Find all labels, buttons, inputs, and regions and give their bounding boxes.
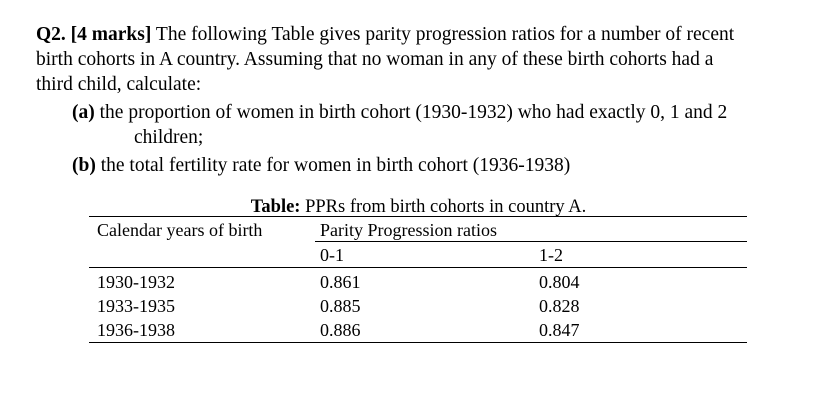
question-intro-1: The following Table gives parity progression ratios for a number of recent [155,24,735,45]
row-years: 1936-1938 [97,320,175,340]
row-ppr-1-2: 0.828 [539,296,580,316]
header-ppr-1-2: 1-2 [539,245,563,265]
table-caption-label: Table: [250,197,301,217]
table-caption-text: PPRs from birth cohorts in country A. [305,197,587,217]
table-bottom-rule [89,342,747,343]
table-top-rule [89,216,747,217]
question-intro-3: third child, calculate: [36,74,202,95]
row-years: 1930-1932 [97,272,175,292]
header-ppr-group: Parity Progression ratios [320,220,497,240]
part-a-line-1 [72,101,727,125]
part-b-label: (b) [72,155,96,176]
part-a-text-1: the proportion of women in birth cohort (1930-1932) who had exactly 0, 1 and 2 [99,102,728,123]
part-b-text: the total fertility rate for women in birth cohort (1936-1938) [100,155,571,176]
question-line-1 [36,23,734,47]
part-a-label: (a) [72,102,95,123]
part-b-line [72,154,570,178]
question-label: Q2. [4 marks] [36,24,152,45]
question-intro-2: birth cohorts in A country. Assuming that no woman in any of these birth cohorts had a [36,49,714,70]
row-ppr-0-1: 0.861 [320,272,361,292]
row-ppr-1-2: 0.804 [539,272,580,292]
header-ppr-0-1: 0-1 [320,245,344,265]
row-ppr-1-2: 0.847 [539,320,580,340]
table-group-rule [315,241,747,242]
table-header-rule [89,267,747,268]
part-a-text-2: children; [134,127,204,148]
row-ppr-0-1: 0.886 [320,320,361,340]
row-years: 1933-1935 [97,296,175,316]
table-caption [0,196,837,218]
header-calendar-years: Calendar years of birth [97,220,263,240]
row-ppr-0-1: 0.885 [320,296,361,316]
